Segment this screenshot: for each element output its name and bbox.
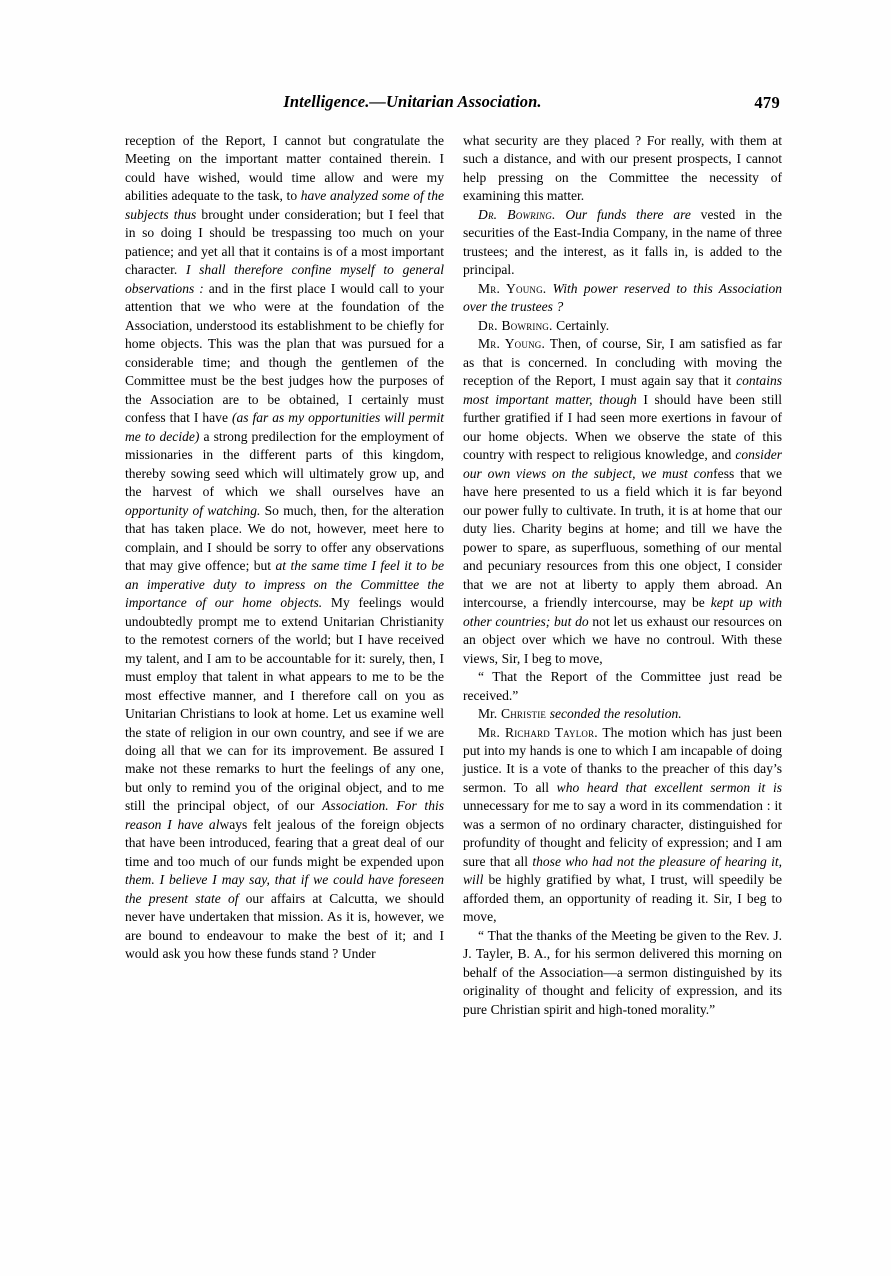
italic-run: contains most important matter, though bbox=[463, 373, 782, 407]
text-run: fess that we have here presented to us a field which it is far beyond our power fully to cultivate. In truth, it is at home that our duty lies. Charity begins at home; and till we have the power to spare, as superfluous, something of our mental and pecuniary resources from this one object, I consider that we are not at liberty to apply them abroad. An intercourse, a friendly intercourse, may be bbox=[463, 465, 783, 611]
text-run: ways felt jealous of the foreign objects that have been introduced, fearing that a great deal of our time and too much of our funds might be expended upon bbox=[125, 816, 444, 869]
paragraph bbox=[463, 206, 782, 280]
italic-run: who heard that excellent sermon it is bbox=[556, 779, 782, 795]
text-run: Then, of course, Sir, I am satisfied as far as that is concerned. In concluding with moving the reception of the Report, I must again say that it bbox=[463, 336, 783, 389]
text-run: Certainly. bbox=[552, 317, 610, 333]
paragraph bbox=[463, 280, 782, 317]
italic-run: (as far as my opportunities will permit me to decide) bbox=[125, 410, 444, 444]
text-run: not let us exhaust our resources on an object over which we have no controul. With these views, Sir, I beg to move, bbox=[463, 613, 782, 666]
paragraph bbox=[463, 705, 782, 723]
page-number: 479 bbox=[754, 93, 780, 112]
italic-run: With power reserved to this Association over the trustees ? bbox=[463, 280, 783, 315]
italic-run: kept up with other countries; but do bbox=[463, 595, 782, 629]
text-run: So much, then, for the alteration that has taken place. We do not, however, meet here to complain, and I should be sorry to offer any observations that may give offence; but bbox=[125, 502, 444, 574]
running-head bbox=[125, 92, 780, 118]
italic-run: consider our own views on the subject, we must con bbox=[463, 447, 782, 481]
speaker-name: Mr. Richard Taylor. bbox=[478, 724, 598, 740]
italic-run: Association. For this reason I have al bbox=[125, 798, 445, 832]
text-run: My feelings would undoubtedly prompt me to extend Unitarian Christianity to the remotest corners of the world; but I have received my talent, and I am to be accountable for it: surely, then, I must employ that talent in what appears to me to be the most effective manner, and I therefore call on you as Unitarian Christians to look at home. Let us examine well the state of religion in our own country, and see if we are doing all that we can for its improvement. Be assured I make not these remarks to hurt the feelings of any one, but only to remind you of the original object, and to me still the principal object, of our bbox=[125, 595, 444, 814]
italic-run: I shall therefore confine myself to general observations : bbox=[125, 262, 444, 296]
text-column-left bbox=[125, 132, 444, 1019]
speaker-name: Dr. Bowring. bbox=[478, 317, 553, 333]
text-run: unnecessary for me to say a word in its commendation : it was a sermon of no ordinary character, distinguished for profundity of thought and felicity of expression; and I am sure that all bbox=[463, 798, 782, 869]
speaker-name: Mr. Young. bbox=[478, 280, 547, 296]
text-run: what security are they placed ? For really, with them at such a distance, and with our present prospects, I cannot help pressing on the Committee the necessity of examining this matter. bbox=[463, 133, 782, 204]
text-run: brought under consideration; but I feel that in so doing I should be trespassing too much on your patience; and yet all that it contains is of a most important character. bbox=[125, 206, 444, 278]
speaker-name: Mr. Young. bbox=[478, 336, 546, 352]
text-run: The motion which has just been put into my hands is one to which I am incapable of doing justice. It is a vote of thanks to the preacher of this day’s sermon. To all bbox=[463, 724, 782, 795]
italic-run: at the same time I feel it to be an imperative duty to impress on the Committee the importance of our home objects. bbox=[125, 558, 444, 611]
italic-run: opportunity of watching. bbox=[125, 502, 261, 518]
running-head-title: Intelligence.—Unitarian Association. bbox=[283, 92, 542, 111]
paragraph bbox=[463, 335, 782, 668]
text-run: and in the first place I would call to your attention that we who were at the foundation of the Association, understood its establishment to be chiefly for home objects. This was the plan that was pursued for a considerable time; and though the gentlemen of the Committee must be the best judges how the purposes of the Association are to be obtained, I certainly must confess that I have bbox=[125, 280, 444, 426]
text-run: “ That the Report of the Committee just read be received.” bbox=[463, 669, 782, 703]
italic-run: seconded the resolution. bbox=[546, 706, 682, 722]
italic-run: have analyzed some of the subjects thus bbox=[125, 188, 444, 222]
text-run: vested in the securities of the East-India Company, in the name of three trustees; and the interest, as it falls in, is added to the principal. bbox=[463, 206, 783, 278]
paragraph bbox=[463, 317, 782, 335]
text-run: I should have been still further gratified if I had seen more exertions in favour of our home objects. When we observe the state of this country with respect to religious knowledge, and bbox=[463, 391, 782, 463]
italic-run: those who had not the pleasure of hearing it, will bbox=[463, 853, 783, 888]
body-columns bbox=[125, 132, 782, 1019]
paragraph bbox=[463, 724, 782, 927]
text-run: reception of the Report, I cannot but congratulate the Meeting on the important matter contained therein. I could have wished, would time allow and were my abilities adequate to the task, to bbox=[125, 133, 444, 204]
paragraph bbox=[125, 132, 444, 964]
speaker-name: Christie bbox=[497, 706, 547, 722]
speaker-name: Dr. Bowring. bbox=[478, 206, 556, 222]
text-run: “ That the thanks of the Meeting be given to the Rev. J. J. Tayler, B. A., for his sermon delivered this morning on behalf of the Association—a sermon distinguished by its originality of thought and felicity of expression, and its pure Christian spirit and high-toned morality.” bbox=[463, 927, 782, 1017]
text-run: a strong predilection for the employment of missionaries in the different parts of this kingdom, thereby sowing seed which will ultimately grow up, and the harvest of which we shall ourselves have an bbox=[125, 428, 444, 500]
text-column-right bbox=[463, 132, 782, 1019]
text-run: be highly gratified by what, I trust, will speedily be afforded them, an opportunity of reading it. Sir, I beg to move, bbox=[463, 872, 782, 925]
italic-run: them. I believe I may say, that if we could have foreseen the present state of bbox=[125, 872, 444, 906]
text-run: our affairs at Calcutta, we should never have undertaken that mission. As it is, however, we are bound to endeavour to make the best of it; and I would ask you how these funds stand ? Under bbox=[125, 890, 445, 962]
text-run: Mr. bbox=[478, 706, 498, 722]
paragraph bbox=[463, 132, 782, 206]
paragraph bbox=[463, 668, 782, 705]
paragraph bbox=[463, 927, 782, 1019]
italic-run: Our funds there are bbox=[555, 206, 691, 222]
